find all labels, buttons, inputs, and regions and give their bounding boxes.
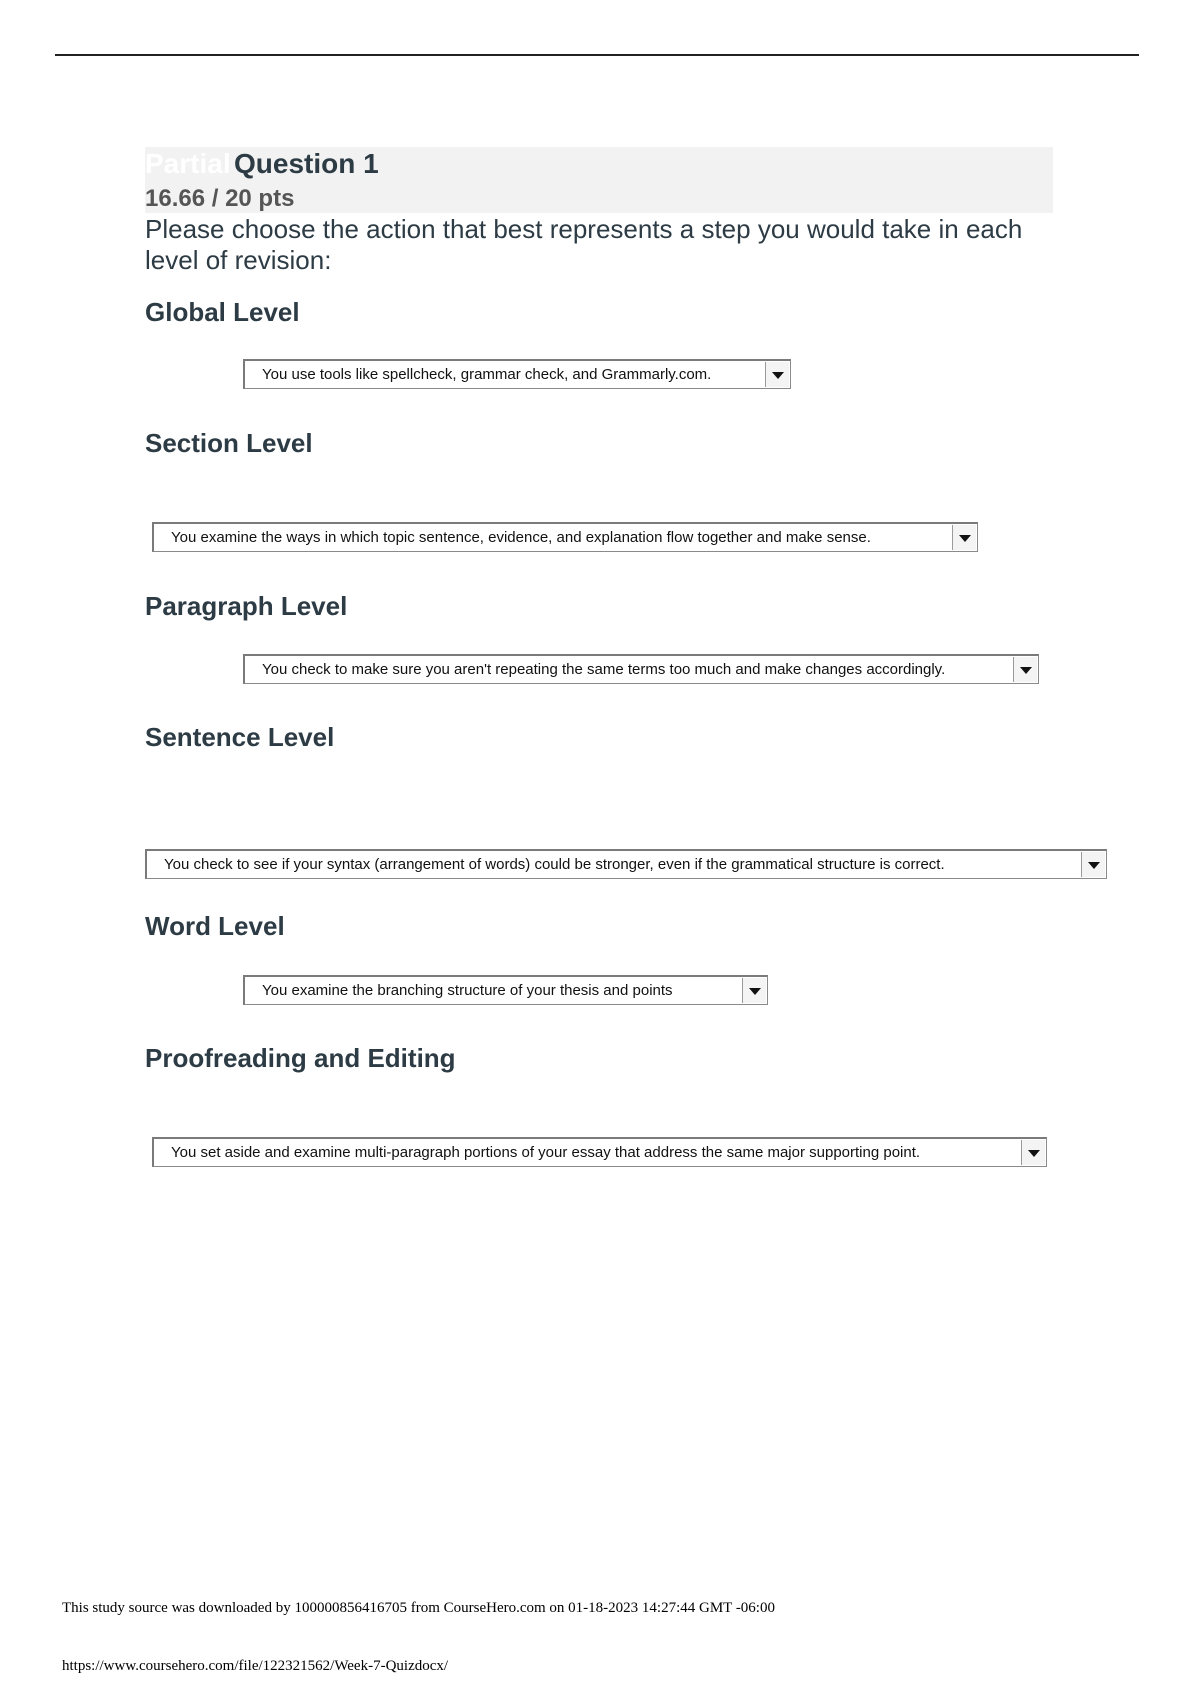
chevron-down-icon[interactable] (1013, 657, 1037, 682)
question-title: Question 1 (234, 148, 379, 179)
footer-source-note: This study source was downloaded by 100000856416705 from CourseHero.com on 01-18-2023 14:27:44 GMT -06:00 (62, 1600, 775, 1616)
question-status-label: Partial (145, 148, 231, 179)
level-heading-proofreading: Proofreading and Editing (145, 1043, 456, 1073)
chevron-down-icon[interactable] (765, 362, 789, 387)
select-sentence-level[interactable] (145, 849, 1107, 879)
level-heading-global: Global Level (145, 297, 300, 327)
select-section-level[interactable] (152, 522, 978, 552)
select-value: You examine the branching structure of your thesis and points (262, 982, 673, 999)
chevron-down-icon[interactable] (1021, 1140, 1045, 1165)
question-prompt: Please choose the action that best represents a step you would take in each level of revision: (145, 214, 1023, 275)
chevron-down-icon[interactable] (742, 978, 766, 1003)
select-value: You set aside and examine multi-paragraph portions of your essay that address the same major supporting point. (171, 1144, 921, 1161)
question-points: 16.66 / 20 pts (145, 185, 295, 212)
chevron-down-icon[interactable] (952, 525, 976, 550)
level-heading-paragraph: Paragraph Level (145, 591, 348, 621)
select-paragraph-level[interactable] (243, 654, 1039, 684)
select-value: You check to make sure you aren't repeating the same terms too much and make changes accordingly. (262, 661, 946, 678)
select-word-level[interactable] (243, 975, 768, 1005)
select-value: You use tools like spellcheck, grammar check, and Grammarly.com. (262, 366, 712, 383)
level-heading-sentence: Sentence Level (145, 722, 335, 752)
footer-url[interactable]: https://www.coursehero.com/file/122321562/Week-7-Quizdocx/ (62, 1658, 449, 1674)
level-heading-word: Word Level (145, 911, 285, 941)
select-proofreading-level[interactable] (152, 1137, 1047, 1167)
top-rule (55, 54, 1139, 56)
select-global-level[interactable] (243, 359, 791, 389)
chevron-down-icon[interactable] (1081, 852, 1105, 877)
select-value: You examine the ways in which topic sentence, evidence, and explanation flow together and make sense. (171, 529, 871, 546)
select-value: You check to see if your syntax (arrangement of words) could be stronger, even if the grammatical structure is correct. (164, 856, 945, 873)
level-heading-section: Section Level (145, 428, 313, 458)
